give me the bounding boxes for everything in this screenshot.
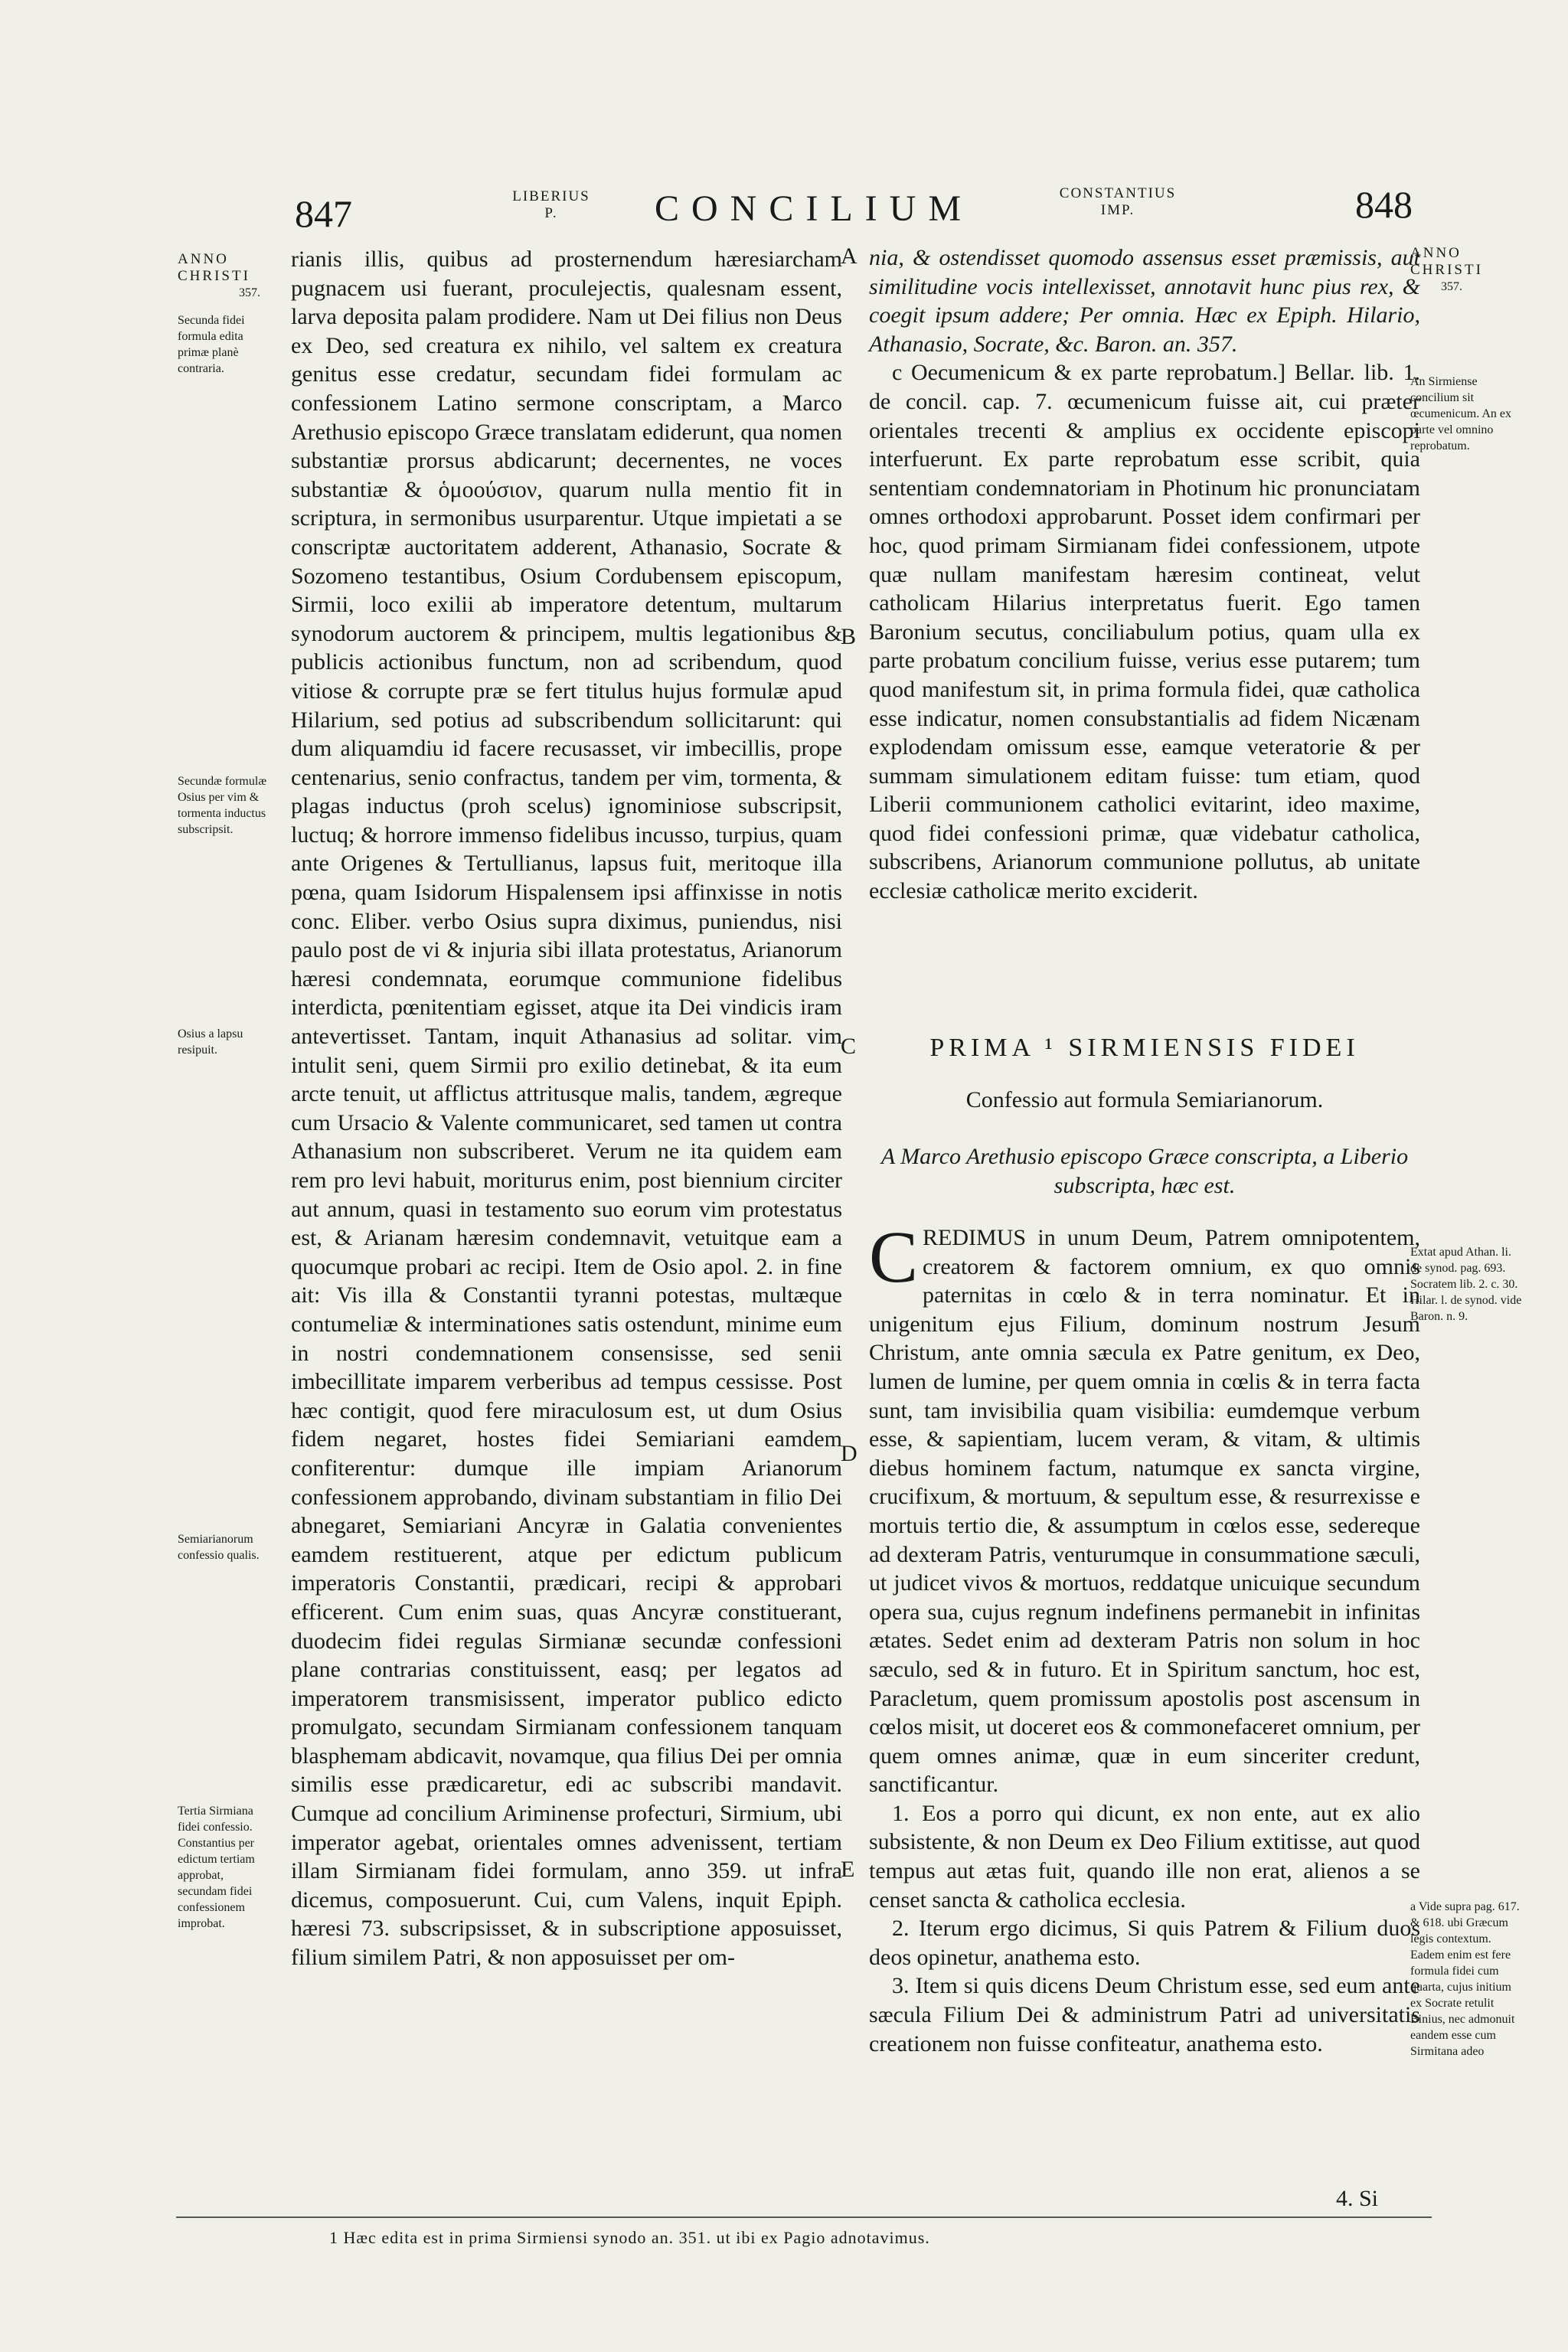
anno-label-right: ANNO [1410, 245, 1462, 261]
header-pope [505, 188, 597, 222]
left-column [291, 245, 842, 1972]
section-heading: PRIMA ¹ SIRMIENSIS FIDEI [929, 1034, 1360, 1062]
margin-note-oecumenicum: An Sirmiense concilium sit œcumenicum. An ex parte vel omnino reprobatum. [1410, 375, 1511, 452]
anno-label: ANNO [178, 251, 229, 267]
margin-note-secunda-formula: Secunda fidei formula edita primæ planè contraria. [178, 314, 245, 375]
year-label-right: 357. [1441, 280, 1462, 293]
header-emperor-name: CONSTANTIUS [1059, 185, 1177, 201]
margin-note-osius-subscripsit: Secundæ formulæ Osius per vim & tormenta inductus subscripsit. [178, 775, 266, 836]
left-anno-block [178, 251, 271, 301]
right-column-upper [869, 243, 1420, 906]
section-letter-a: A [841, 243, 858, 269]
section-letter-e: E [841, 1857, 855, 1882]
header-pope-name: LIBERIUS [512, 188, 590, 204]
right-page-number: 848 [1355, 183, 1413, 226]
margin-note-osius-resipuit: Osius a lapsu resipuit. [178, 1027, 243, 1057]
anathema-3: 3. Item si quis dicens Deum Christum esse, sed eum ante sæcula Filium Dei & administrum Patri ad universitatis creationem non fuisse confiteatur, anathema esto. [869, 1973, 1420, 2056]
christi-label-right: CHRISTI [1410, 262, 1483, 278]
margin-note-extat: Extat apud Athan. li. de synod. pag. 693. Socratem lib. 2. c. 30. Hilar. l. de synod. vide Baron. n. 9. [1410, 1246, 1522, 1323]
left-column-text: rianis illis, quibus ad prosternendum hæresiarcham pugnacem usi fuerant, proculejectis, qualesnam essent, larva deposita palam prodidere. Nam ut Dei filius non Deus ex Deo, sed creatura ex nihilo, vel saltem ex creatura genitus esse credatur, secundam fidei formulam ac confessionem Latino sermone conscriptam, a Marco Arethusio episcopo Græce translatam ediderunt, qua nomen substantiæ prorsus abdicarunt; decernentes, ne voces substantiæ & ὁμοούσιον, quarum nulla mentio fit in scriptura, in sermonibus usurparentur. Utque impietati a se conscriptæ auctoritatem adderent, Athanasio, Socrate & Sozomeno testantibus, Osium Cordubensem episcopum, Sirmii, loco exilii ab imperatore detentum, multarum synodorum auctorem & principem, multis legationibus & publicis actionibus functum, non ad scribendum, quod vitiose & corrupte præ se fert titulus hujus formulæ apud Hilarium, sed potius ad subscribendum sollicitarunt: qui dum aliquamdiu id facere recusasset, vir imbecillis, prope centenarius, senio confractus, tandem per vim, tormenta, & plagas inductus (proh scelus) ignominiose subscripsit, luctuq; & horrore immenso fidelibus incusso, turpius, quam ante Origenes & Tertullianus, lapsus fuit, meritoque illa pœna, quam Isidorum Hispalensem ipsi affinxisse in notis conc. Eliber. verbo Osius supra diximus, puniendus, nisi paulo post de vi & injuria sibi illata protestatus, Arianorum hæresi condemnata, eorumque communione fidelibus interdicta, pœnitentiam egisset, atque ita Dei vindicis iram antevertisset. Tantam, inquit Athanasius ad solitar. vim intulit seni, quem Sirmii pro exilio detinebat, & ita eum arcte tenuit, ut afflictus attritusque malis, tandem, ægreque cum Ursacio & Valente communicaret, sed tamen ut contra Athanasium non subscriberet. Verum ne ita quidem eam rem pro levi habuit, moriturus enim, post biennium circiter aut annum, quasi in testamento suo eorum vim protestatus est, & Arianam hæresim condemnavit, vetuitque eam a quocumque probari ac recipi. Item de Osio apol. 2. in fine ait: Vis illa & Constantii tyranni potestas, multæque contumeliæ & interminationes satis ostendunt, minime eum in nostri condemnationem consensisse, sed senii imbecillitate imparem verberibus ad tempus cessisse. Post hæc contigit, quod fere miraculosum est, ut dum Osius fidem negaret, hostes fidei Semiariani eamdem confiterentur: dumque ille impiam Arianorum confessionem approbando, divinam substantiam in filio Dei abnegaret, Semiariani Ancyræ in Galatia convenientes eamdem restituerent, atque per edictum publicum imperatoris Constantii, prædicari, recipi & approbari efficerent. Cum enim suas, quas Ancyræ constituerant, duodecim fidei regulas Sirmianæ secundæ confessioni plane contrarias constituissent, easq; per legatos ad imperatorem transmisissent, imperator publico edicto promulgato, secundam Sirmianam confessionem tanquam blasphemam abdicavit, novamque, qua filius Dei per omnia similis esse prædicaretur, edi ac subscribi mandavit. Cumque ad concilium Ariminense profecturi, Sirmium, ubi imperator agebat, orientales omnes advenissent, tertiam illam Sirmianam fidei formulam, anno 359. ut infra dicemus, composuerunt. Cui, cum Valens, inquit Epiph. hæresi 73. subscripsisset, & in subscriptione apposuisset, filium similem Patri, & non apposuisset per om- [291, 247, 842, 1971]
commentary-note-c: c Oecumenicum & ex parte reprobatum.] Bellar. lib. 1. de concil. cap. 7. œcumenicum fuisse ait, cui præter orientales trecenti & amplius ex occidente episcopi interfuerunt. Ex parte reprobatum esse scribit, quia sententiam condemnatoriam in Photinum hic pronunciatam omnes orthodoxi approbarunt. Posset idem confirmari per hoc, quod primam Sirmianam fidei confessionem, utpote quæ nullam manifestam hæresim contineat, velut catholicam Hilarius interpretatus fuerit. Ego tamen Baronium secutus, conciliabulum potius, quam ulla ex parte probatum concilium fuisse, verius esse putarem; tum quod manifestum sit, in prima formula fidei, quæ catholica esse indicatur, nomen consubstantialis ad fidem Nicænam explodendam omissum esse, eamque veteratorie & per summam simulationem editam fuisse: tum etiam, quod Liberii communionem catholici evitarint, ideo maxime, quod fidei confessioni primæ, quæ videbatur catholica, subscribens, Arianorum communione pollutus, ab unitate ecclesiæ catholicæ merito exciderit. [869, 360, 1420, 904]
section-subheading: Confessio aut formula Semiarianorum. [965, 1087, 1324, 1112]
section-attribution: A Marco Arethusio episcopo Græce conscripta, a Liberio subscripta, hæc est. [880, 1144, 1409, 1198]
drop-cap: C [869, 1216, 919, 1298]
footnote: 1 Hæc edita est in prima Sirmiensi synodo an. 351. ut ibi ex Pagio adnotavimus. [329, 2228, 930, 2247]
anathema-2: 2. Iterum ergo dicimus, Si quis Patrem & Filium duos deos opinetur, anathema esto. [869, 1916, 1420, 1970]
margin-note-vide-supra: a Vide supra pag. 617. & 618. ubi Græcum legis contextum. Eadem enim est fere formula fidei cum quarta, cujus initium ex Socrate retulit Binius, nec admonuit eandem esse cum Sirmitana adeo [1410, 1900, 1520, 2058]
right-anno-block [1410, 245, 1525, 295]
header-emperor-title: IMP. [1100, 202, 1135, 218]
margin-note-tertia-sirmiana: Tertia Sirmiana fidei confessio. Constantius per edictum tertiam approbat, secundam fidei confessionem improbat. [178, 1805, 255, 1930]
year-label: 357. [239, 286, 260, 299]
left-page-number: 847 [295, 192, 352, 235]
catchword: 4. Si [1336, 2186, 1379, 2211]
commentary-continuation: nia, & ostendisset quomodo assensus esset præmissis, aut similitudine vocis intellexisset, annotavit hunc pius rex, & coegit ipsum addere; Per omnia. Hæc ex Epiph. Hilario, Athanasio, Socrate, &c. Baron. an. 357. [869, 245, 1420, 357]
anathema-1: 1. Eos a porro qui dicunt, ex non ente, aut ex alio subsistente, & non Deum ex Deo Filium extitisse, aut quod tempus aut ætas fuit, quando ille non erat, alienos a se censet sancta & catholica ecclesia. [869, 1800, 1420, 1913]
header-emperor [1045, 185, 1191, 219]
right-column-creed [869, 1216, 1420, 2058]
margin-note-semiariani: Semiarianorum confessio qualis. [178, 1533, 260, 1562]
section-letter-c: C [841, 1034, 857, 1059]
creed-body: REDIMUS in unum Deum, Patrem omnipotentem, creatorem & factorem omnium, ex quo omnis paternitas in cœlo & in terra nominatur. Et in unigenitum ejus Filium, dominum nostrum Jesum Christum, ante omnia sæcula ex Patre genitum, ex Deo, lumen de lumine, per quem omnia in cœlis & in terra facta sunt, tam invisibilia quam visibilia: eumdemque verbum esse, & sapientiam, lucem veram, & vitam, & ultimis diebus hominem factum, natumque ex sancta virgine, crucifixum, & mortuum, & sepultum esse, & resurrexisse e mortuis tertio die, & assumptum in cœlos esse, sedereque ad dexteram Patris, venturumque in consummatione sæculi, ut judicet vivos & mortuos, reddatque unicuique secundum opera sua, cujus regnum indefinens permanebit in infinitas ætates. Sedet enim ad dexteram Patris non solum in hoc sæculo, sed & in futuro. Et in Spiritum sanctum, hoc est, Paracletum, quem promissum apostolis post ascensum in cœlos misit, ut doceret eos & commonefaceret omnium, per quem omnes animæ, quæ in eum sinceriter credunt, sanctificantur. [869, 1225, 1420, 1798]
creed-text [869, 1216, 1420, 1799]
header-pope-title: P. [544, 205, 558, 221]
footnote-rule [176, 2216, 1432, 2218]
section-letter-d: D [841, 1441, 858, 1466]
christi-label: CHRISTI [178, 268, 250, 284]
section-letter-b: B [841, 624, 857, 649]
running-title: CONCILIUM [655, 188, 973, 229]
